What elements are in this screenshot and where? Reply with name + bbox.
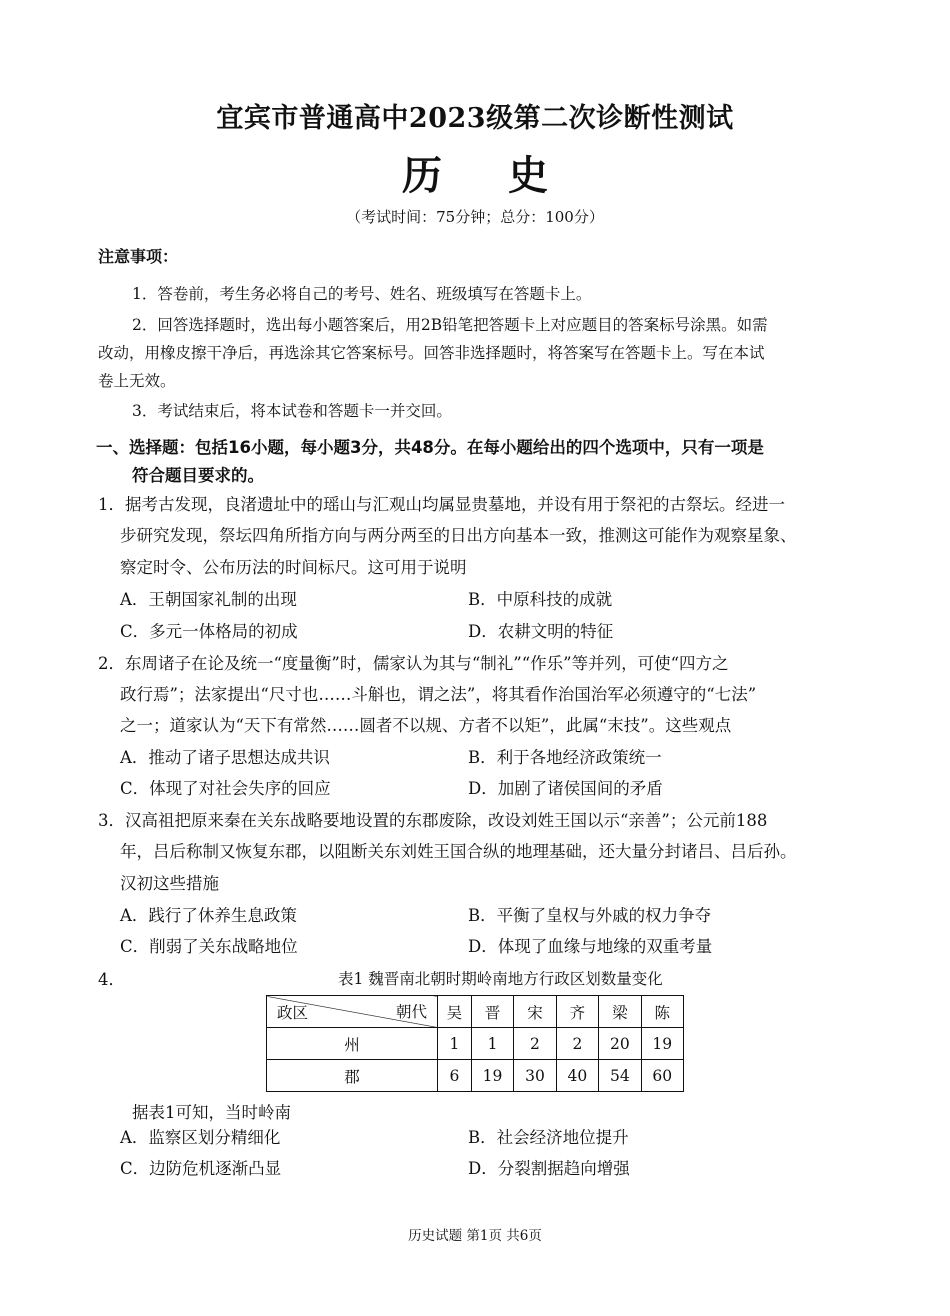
question-4-number: 4． bbox=[98, 970, 125, 989]
question-1-line-3: 察定时令、公布历法的时间标尺。这可用于说明 bbox=[120, 558, 467, 577]
question-2-line-2: 政行焉”；法家提出“尺寸也……斗斛也，谓之法”，将其看作治国治军必须遵守的“七法” bbox=[120, 685, 757, 704]
table-cell: 2 bbox=[514, 1028, 556, 1060]
question-4-stem: 据表1可知，当时岭南 bbox=[132, 1103, 291, 1122]
question-3-option-a: A．践行了休养生息政策 bbox=[120, 906, 297, 925]
dynasty-header: 吴 bbox=[438, 996, 472, 1028]
question-1-option-b: B．中原科技的成就 bbox=[468, 590, 613, 609]
dynasty-header: 宋 bbox=[514, 996, 556, 1028]
dynasty-header: 齐 bbox=[556, 996, 598, 1028]
note-item-3: 3．考试结束后，将本试卷和答题卡一并交回。 bbox=[132, 402, 452, 420]
question-4-option-a: A．监察区划分精细化 bbox=[120, 1128, 281, 1147]
question-3-option-d: D．体现了血缘与地缘的双重考量 bbox=[468, 937, 713, 956]
table-header-row bbox=[267, 996, 684, 1028]
question-2-line-3: 之一；道家认为“天下有常然……圆者不以规、方者不以矩”，此属“末技”。这些观点 bbox=[120, 716, 732, 735]
exam-info: （考试时间：75分钟；总分：100分） bbox=[346, 208, 604, 226]
row-label: 州 bbox=[267, 1028, 438, 1060]
dynasty-header: 陈 bbox=[641, 996, 683, 1028]
question-1-option-a: A．王朝国家礼制的出现 bbox=[120, 590, 297, 609]
question-4-option-c: C．边防危机逐渐凸显 bbox=[120, 1159, 282, 1178]
exam-title: 宜宾市普通高中2023级第二次诊断性测试 bbox=[216, 103, 734, 134]
dynasty-header: 晋 bbox=[471, 996, 513, 1028]
question-2-line-1: 2．东周诸子在论及统一“度量衡”时，儒家认为其与“制礼”“作乐”等并列，可使“四方之 bbox=[98, 654, 729, 673]
region-table bbox=[266, 995, 684, 1092]
notes-heading: 注意事项： bbox=[98, 247, 179, 266]
table-cell: 2 bbox=[556, 1028, 598, 1060]
table-row bbox=[267, 1028, 684, 1060]
table-cell: 6 bbox=[438, 1060, 472, 1092]
table-caption: 表1 魏晋南北朝时期岭南地方行政区划数量变化 bbox=[338, 970, 663, 988]
question-3-line-2: 年，吕后称制又恢复东郡，以阻断关东刘姓王国合纵的地理基础，还大量分封诸吕、吕后孙。 bbox=[120, 842, 797, 861]
note-item-2-cont: 改动，用橡皮擦干净后，再选涂其它答案标号。回答非选择题时，将答案写在答题卡上。写在本试 bbox=[98, 344, 765, 362]
question-4-option-d: D．分裂割据趋向增强 bbox=[468, 1159, 630, 1178]
note-item-2: 2．回答选择题时，选出每小题答案后，用2B铅笔把答题卡上对应题目的答案标号涂黑。如需 bbox=[132, 316, 768, 334]
question-1-line-1: 1．据考古发现，良渚遗址中的瑶山与汇观山均属显贵墓地，并设有用于祭祀的古祭坛。经进一 bbox=[98, 495, 785, 514]
question-2-option-b: B．利于各地经济政策统一 bbox=[468, 748, 662, 767]
corner-label-region: 政区 bbox=[277, 1004, 309, 1022]
table-cell: 1 bbox=[471, 1028, 513, 1060]
page-footer: 历史试题 第1页 共6页 bbox=[408, 1228, 542, 1244]
section-heading-cont: 符合题目要求的。 bbox=[132, 466, 264, 485]
question-2-option-c: C．体现了对社会失序的回应 bbox=[120, 779, 331, 798]
question-3-line-3: 汉初这些措施 bbox=[120, 874, 219, 893]
question-1-option-c: C．多元一体格局的初成 bbox=[120, 622, 298, 641]
table-cell: 20 bbox=[599, 1028, 641, 1060]
note-item-2-cont2: 卷上无效。 bbox=[98, 372, 176, 390]
table-cell: 19 bbox=[641, 1028, 683, 1060]
corner-label-dynasty: 朝代 bbox=[395, 1003, 427, 1021]
table-cell: 60 bbox=[641, 1060, 683, 1092]
question-2-option-a: A．推动了诸子思想达成共识 bbox=[120, 748, 330, 767]
table-cell: 19 bbox=[471, 1060, 513, 1092]
note-item-1: 1．答卷前，考生务必将自己的考号、姓名、班级填写在答题卡上。 bbox=[132, 285, 592, 303]
question-1-option-d: D．农耕文明的特征 bbox=[468, 622, 614, 641]
question-3-option-b: B．平衡了皇权与外戚的权力争夺 bbox=[468, 906, 712, 925]
section-heading: 一、选择题：包括16小题，每小题3分，共48分。在每小题给出的四个选项中，只有一项是 bbox=[96, 438, 764, 457]
row-label: 郡 bbox=[267, 1060, 438, 1092]
subject-title: 历 史 bbox=[402, 152, 574, 199]
question-4-option-b: B．社会经济地位提升 bbox=[468, 1128, 629, 1147]
question-1-line-2: 步研究发现，祭坛四角所指方向与两分两至的日出方向基本一致，推测这可能作为观察星象、 bbox=[120, 526, 797, 545]
table-row bbox=[267, 1060, 684, 1092]
dynasty-header: 梁 bbox=[599, 996, 641, 1028]
table-cell: 40 bbox=[556, 1060, 598, 1092]
table-corner-cell bbox=[267, 996, 438, 1028]
table-cell: 54 bbox=[599, 1060, 641, 1092]
table-cell: 30 bbox=[514, 1060, 556, 1092]
question-3-option-c: C．削弱了关东战略地位 bbox=[120, 937, 298, 956]
question-2-option-d: D．加剧了诸侯国间的矛盾 bbox=[468, 779, 663, 798]
table-cell: 1 bbox=[438, 1028, 472, 1060]
question-3-line-1: 3．汉高祖把原来秦在关东战略要地设置的东郡废除，改设刘姓王国以示“亲善”；公元前188 bbox=[98, 811, 768, 830]
